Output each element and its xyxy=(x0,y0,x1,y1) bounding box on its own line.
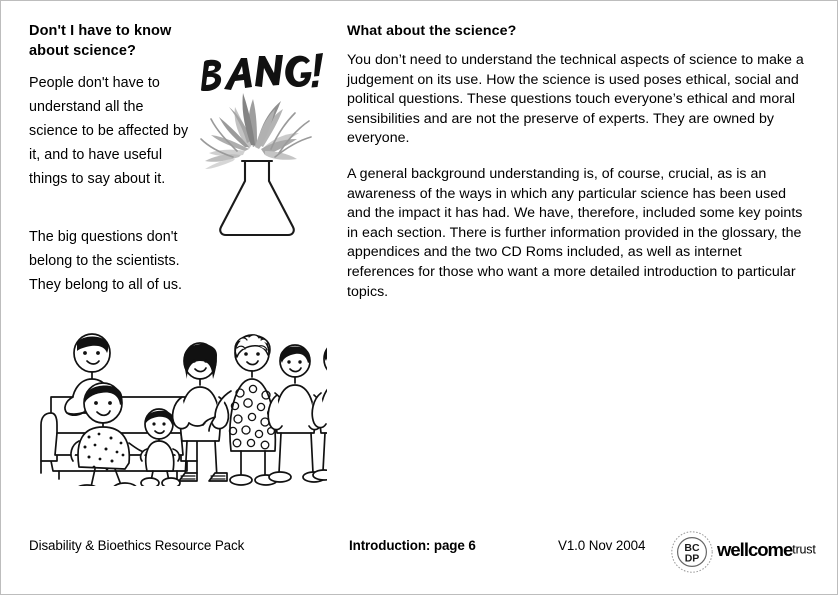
wellcome-trust-logo xyxy=(717,539,816,561)
left-column-heading: Don't I have to know about science? xyxy=(29,23,172,59)
page-footer xyxy=(1,530,837,566)
left-column xyxy=(29,21,189,297)
footer-pack-title: Disability & Bioethics Resource Pack xyxy=(29,538,245,553)
footer-page-label: Introduction: page 6 xyxy=(349,538,476,553)
bcdp-logo-icon xyxy=(670,530,714,574)
right-column xyxy=(347,23,811,302)
bcdp-logo-line-2: DP xyxy=(684,552,700,565)
wellcome-logo-suffix: trust xyxy=(792,542,816,557)
right-column-paragraph-1: You don’t need to understand the technical aspects of science to make a judgement on its use. How the science is used poses ethical, social and political questions. These questions touch everyone’s ethical and moral sensibilities and are not the preserve of experts. They are owned by everyone. xyxy=(347,52,804,147)
right-column-heading: What about the science? xyxy=(347,23,517,39)
people-illustration xyxy=(37,321,327,486)
footer-version: V1.0 Nov 2004 xyxy=(558,538,646,553)
bcdp-logo-line-1: BC xyxy=(684,542,700,554)
bang-illustration xyxy=(187,43,327,243)
wellcome-logo-wordmark: wellcome xyxy=(717,539,793,560)
left-column-paragraph-1: People don't have to understand all the science to be affected by it, and to have useful things to say about it. xyxy=(29,75,189,187)
conical-flask-icon xyxy=(187,85,327,243)
right-column-paragraph-2: A general background understanding is, of course, crucial, as is an awareness of the ways in which any particular science has been used and the impact it has had. We have, therefore, included some key points in each section. There is further information provided in the glossary, the appendices and the two CD Roms included, as well as internet references for those who want a more detailed introduction to particular topics. xyxy=(347,165,803,300)
left-column-paragraph-2: The big questions don't belong to the scientists. They belong to all of us. xyxy=(29,229,183,293)
